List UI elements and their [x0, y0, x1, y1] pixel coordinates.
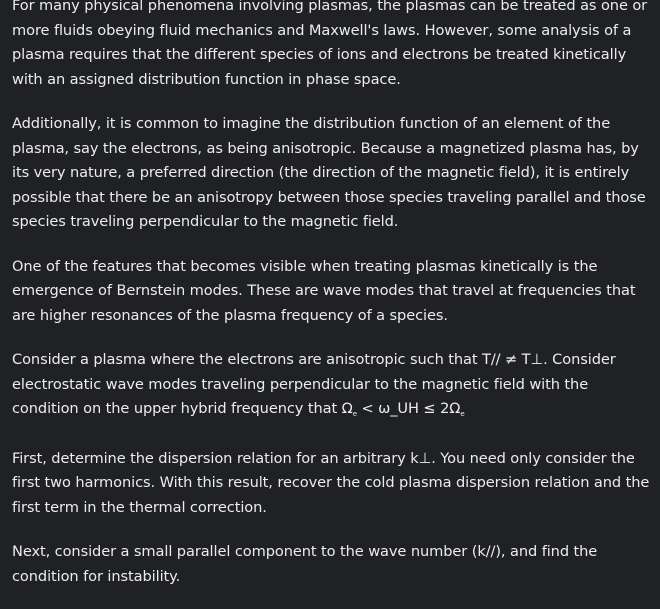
paragraph-6: Next, consider a small parallel component to the wave number (k//), and find the condition for instability. — [12, 543, 598, 585]
paragraph-2: Additionally, it is common to imagine the distribution function of an element of the plasma, say the electrons, as being anisotropic. Because a magnetized plasma has, by its very nature, a preferred direction (the direction of the magnetic field), it is entirely possible that there be an anisotropy between those species traveling parallel and those species traveling perpendicular to the magnetic field. — [12, 115, 646, 230]
paragraph-4-text-before: Consider a plasma where the electrons are anisotropic such that T// ≠ T⊥. Consider electrostatic wave modes traveling perpendicular to the magnetic field with the condition on the upper hybrid frequency that Ω — [12, 351, 616, 417]
paragraph-3: One of the features that becomes visible when treating plasmas kinetically is the emergence of Bernstein modes. These are wave modes that travel at frequencies that are higher resonances of the plasma frequency of a species. — [12, 257, 636, 324]
subscript-e-1: e — [352, 410, 357, 418]
subscript-e-2: e — [460, 410, 465, 418]
paragraph-4 — [12, 348, 654, 427]
paragraph-4-text-middle: < ω_UH ≤ 2Ω — [356, 400, 461, 417]
paragraph-1: For many physical phenomena involving plasmas, the plasmas can be treated as one or more fluids obeying fluid mechanics and Maxwell's laws. However, some analysis of a plasma requires that the different species of ions and electrons be treated kinetically with an assigned distribution function in phase space. — [12, 0, 648, 88]
document-body — [12, 0, 654, 609]
paragraph-5: First, determine the dispersion relation for an arbitrary k⊥. You need only consider the first two harmonics. With this result, recover the cold plasma dispersion relation and the first term in the thermal correction. — [12, 449, 650, 516]
